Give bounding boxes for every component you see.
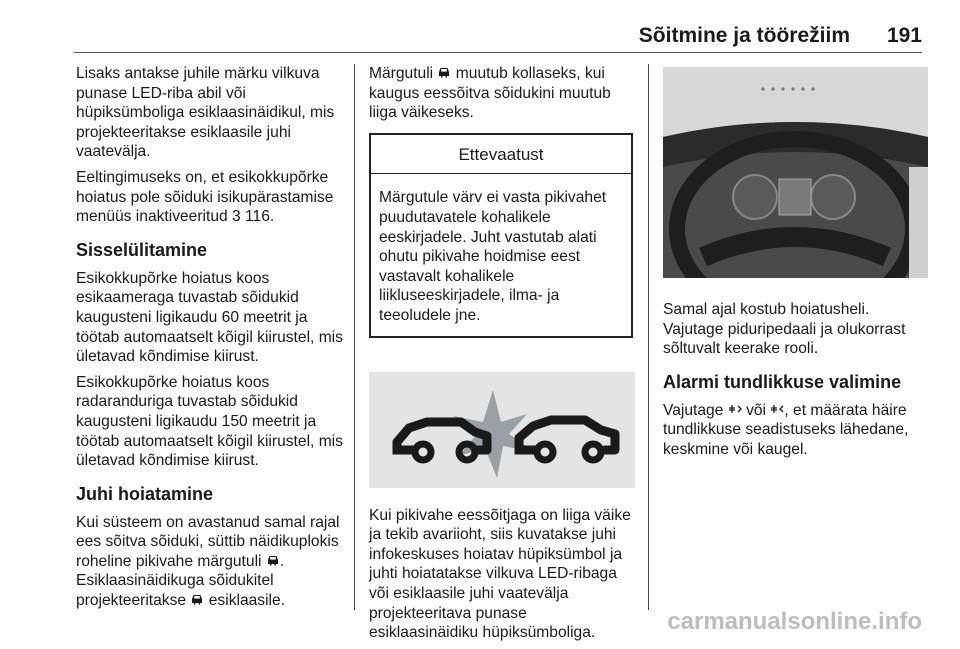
paragraph-text: muutub kollaseks, kui kaugus eessõitva sõidukini muutub liiga väikeseks.: [369, 65, 611, 122]
paragraph-text: Märgutuli: [369, 65, 438, 82]
heading-alarmi-tundlikkus: Alarmi tundlikkuse valimine: [663, 371, 902, 392]
vehicle-ahead-icon: [266, 552, 280, 572]
header-rule: [74, 52, 922, 53]
watermark: carmanualsonline.info: [667, 608, 922, 635]
column-1: [76, 64, 346, 617]
chapter-title: Sõitmine ja töörežiim: [638, 24, 850, 47]
paragraph-text: esiklaasile.: [204, 592, 286, 610]
vehicle-ahead-icon: [437, 64, 451, 84]
paragraph: Esikokkupõrke hoiatus koos esikaameraga tuvastab sõidukid kaugusteni ligikaudu 60 meetrit ja töötab automaatselt kõigil kiirustel, mis ületavad kõndimise kiirust.: [76, 269, 343, 366]
heading-juhi-hoiatamine: Juhi hoiatamine: [76, 483, 214, 504]
caution-text: Märgutule värv ei vasta pikivahet puudutavatele kohalikele eeskirjadele. Juht vastutab alati ohutu pikivahe hoidmise eest vastavalt kohalikele liikluseeskirjadele, ilma- ja teeoludele jne.: [379, 189, 607, 324]
heading-sisselulitamine: Sisselülitamine: [76, 239, 208, 260]
paragraph: Samal ajal kostub hoiatusheli. Vajutage piduripedaali ja olukorrast sõltuvalt keerake rooli.: [663, 301, 906, 358]
paragraph-text: , et määrata häire tundlikkuse seadistuseks lähedane, keskmine või kaugel.: [663, 401, 909, 458]
column-3: [663, 64, 928, 466]
caution-title: Ettevaatust: [371, 135, 631, 175]
collision-warning-illustration: [369, 372, 635, 488]
paragraph-text: või: [741, 401, 771, 419]
paragraph: [369, 64, 635, 123]
distance-closer-icon: [728, 401, 742, 421]
paragraph-text: . Esiklaasinäidikuga sõidukitel projekteeritakse: [76, 552, 285, 610]
page-header: [0, 0, 960, 52]
paragraph: Lisaks antakse juhile märku vilkuva punase LED-riba abil või hüpiksümboliga esiklaasinäidikul, mis projekteeritakse esiklaasile juhi vaatevälja.: [76, 65, 335, 161]
paragraph: Kui pikivahe eessõitjaga on liiga väike ja tekib avariioht, siis kuvatakse juhi infokeskuses hoiatav hüpiksümbol ja juhti hoiatatakse vilkuva LED-ribaga või esiklaasile juhi vaatevälja projekteeritava punase esiklaasinäidiku hüpiksümboliga.: [369, 506, 631, 642]
paragraph: [76, 513, 346, 611]
paragraph-text: Eeltingimuseks on, et esikokkupõrke hoiatus pole sõiduki isikupärastamise menüüs inaktiveeritud: [76, 168, 334, 226]
column-divider: [354, 64, 355, 610]
paragraph-text: Kui süsteem on avastanud samal rajal ees sõitva sõiduki, süttib näidikuplokis roheline pikivahe märgutuli: [76, 513, 340, 570]
page-number: 191: [886, 24, 922, 47]
column-2: [369, 64, 635, 649]
distance-farther-icon: [770, 401, 784, 421]
column-divider: [648, 64, 649, 610]
caution-box: [369, 133, 633, 338]
dashboard-photo: [663, 67, 928, 278]
paragraph: Esikokkupõrke hoiatus koos radaranduriga tuvastab sõidukid kaugusteni ligikaudu 150 meetrit ja töötab automaatselt kõigil kiirustel, mis ületavad kõndimise kiirust.: [76, 373, 343, 470]
paragraph-text: Vajutage: [663, 401, 728, 419]
paragraph: [663, 401, 928, 460]
vehicle-ahead-icon: [190, 591, 204, 611]
page-reference[interactable]: 3 116.: [232, 208, 275, 226]
paragraph: [76, 168, 346, 227]
